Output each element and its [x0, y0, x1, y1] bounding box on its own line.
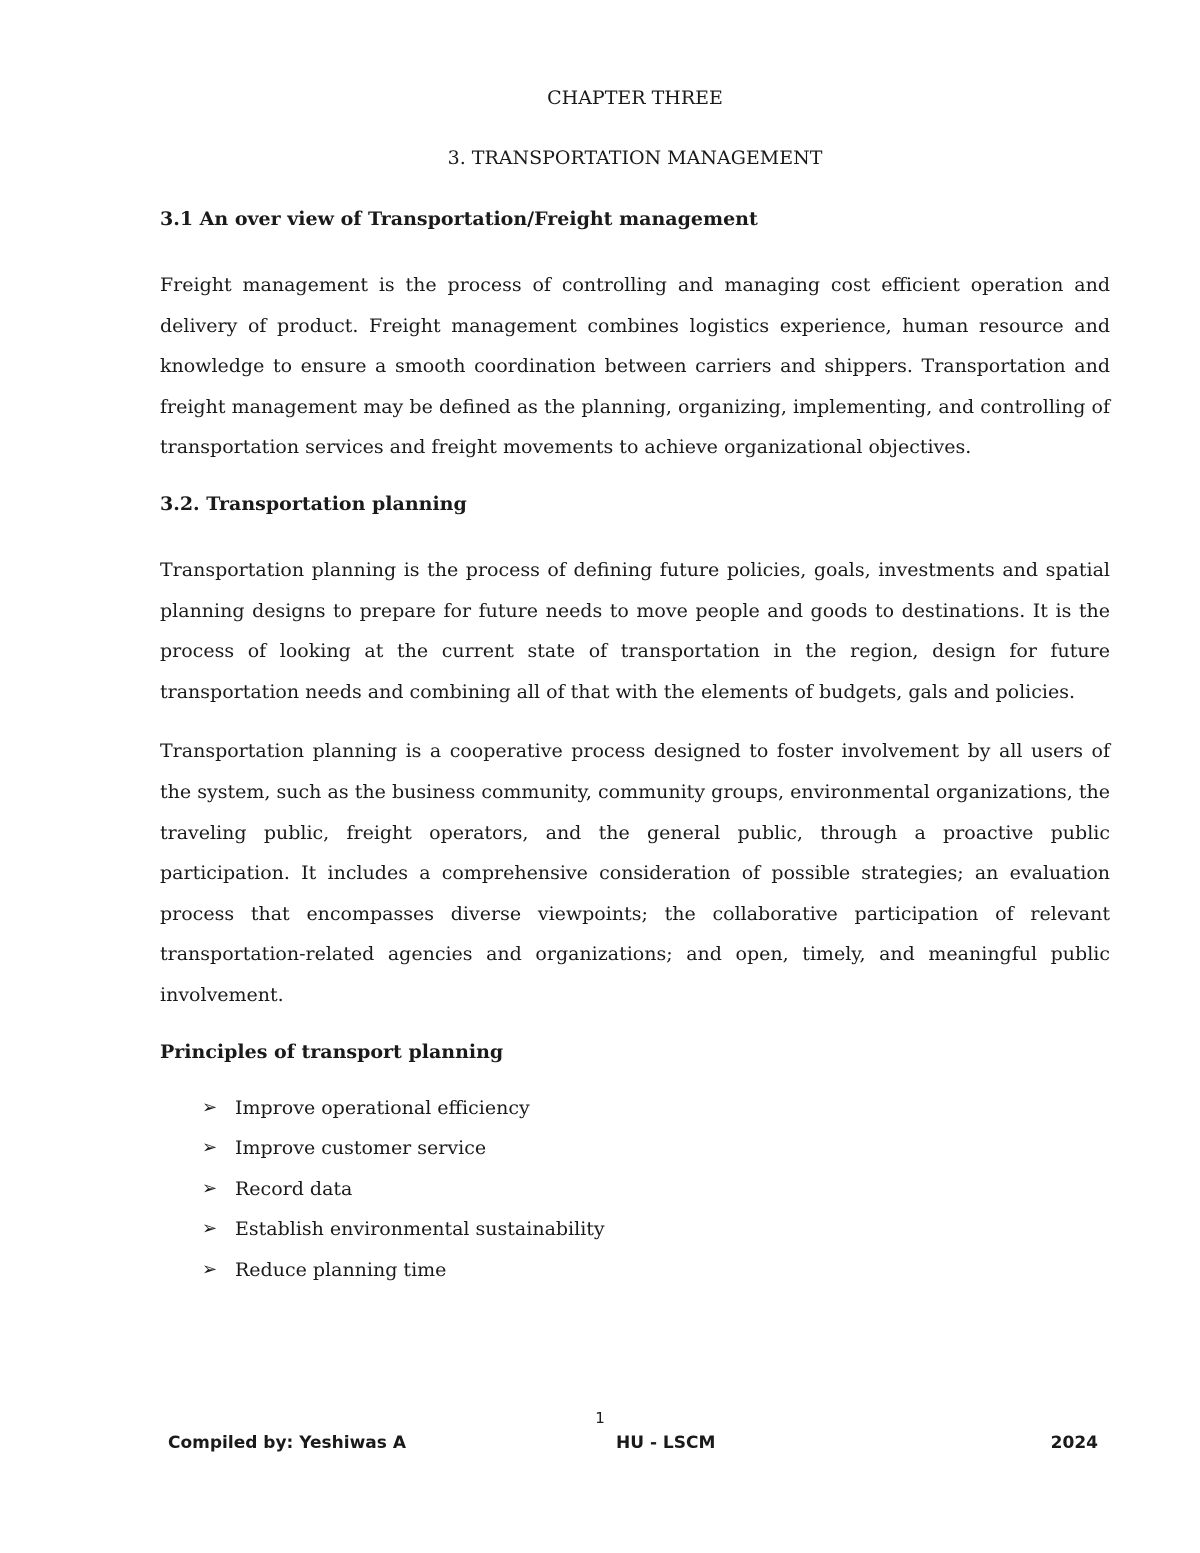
- section-3-1-paragraph: Freight management is the process of controlling and managing cost efficient operation and delivery of product. Freight management combines logistics experience, human resource and knowledge to ensure a smooth coordination between carriers and shippers. Transportation and freight management may be defined as the planning, organizing, implementing, and controlling of transportation services and freight movements to achieve organizational objectives.: [160, 274, 1110, 459]
- section-3-2-paragraph-1: Transportation planning is the process of defining future policies, goals, investments and spatial planning designs to prepare for future needs to move people and goods to destinations. It is the process of looking at the current state of transportation in the region, design for future transportation needs and combining all of that with the elements of budgets, gals and policies.: [160, 558, 1110, 703]
- list-item-text: Establish environmental sustainability: [235, 1218, 605, 1240]
- section-title: 3. TRANSPORTATION MANAGEMENT: [447, 147, 823, 169]
- section-3-2-heading: 3.2. Transportation planning: [160, 492, 467, 515]
- list-item: [202, 1209, 1110, 1250]
- list-item: [202, 1128, 1110, 1169]
- list-item-text: Reduce planning time: [235, 1258, 447, 1281]
- arrowhead-bullet-icon: ➢: [202, 1218, 218, 1239]
- footer-compiled-by: Compiled by: Yeshiwas A: [168, 1433, 406, 1453]
- chapter-title: CHAPTER THREE: [547, 87, 723, 109]
- list-item-text: Improve operational efficiency: [235, 1096, 530, 1119]
- arrowhead-bullet-icon: ➢: [202, 1177, 218, 1199]
- principles-list: [160, 1088, 1110, 1291]
- list-item-text: Improve customer service: [235, 1137, 487, 1159]
- page-content: [160, 84, 1110, 1290]
- list-item: [202, 1250, 1110, 1291]
- list-item: [202, 1169, 1110, 1210]
- arrowhead-bullet-icon: ➢: [202, 1137, 218, 1158]
- section-3-2-paragraph-2: Transportation planning is a cooperative process designed to foster involvement by all users of the system, such as the business community, community groups, environmental organizations, the traveling public, freight operators, and the general public, through a proactive public participation. It includes a comprehensive consideration of possible strategies; an evaluation process that encompasses diverse viewpoints; the collaborative participation of relevant transportation-related agencies and organizations; and open, timely, and meaningful public involvement.: [160, 740, 1110, 1006]
- principles-heading: Principles of transport planning: [160, 1040, 504, 1063]
- footer-institution: HU - LSCM: [616, 1433, 716, 1453]
- section-3-1-heading: 3.1 An over view of Transportation/Freight management: [160, 208, 758, 230]
- arrowhead-bullet-icon: ➢: [202, 1096, 218, 1118]
- list-item-text: Record data: [235, 1177, 353, 1200]
- page-number: 1: [595, 1409, 605, 1427]
- list-item: [202, 1088, 1110, 1129]
- footer-year: 2024: [1050, 1433, 1098, 1453]
- arrowhead-bullet-icon: ➢: [202, 1258, 218, 1280]
